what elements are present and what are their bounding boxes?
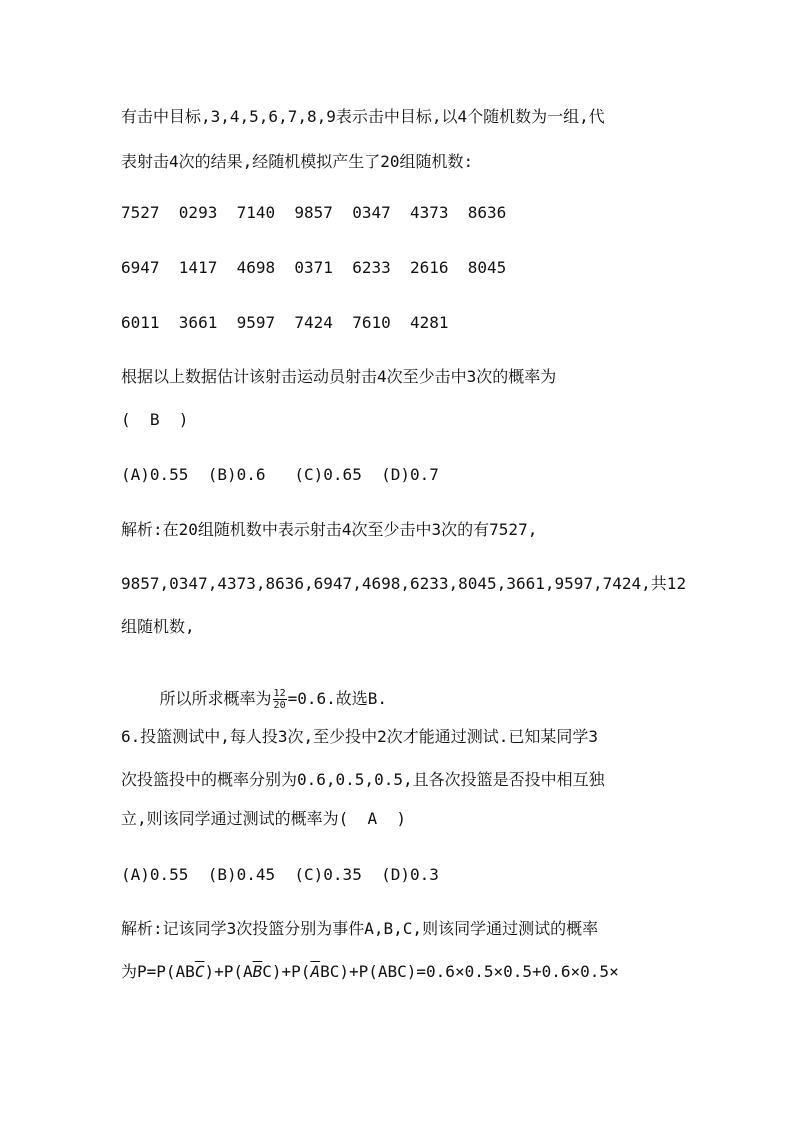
fraction [273, 688, 287, 711]
formula-part-3: C)+P( [262, 962, 311, 981]
solution-6-formula [121, 962, 619, 982]
solution-5-line-2: 9857,0347,4373,8636,6947,4698,6233,8045,3661,9597,7424,共12 [121, 574, 687, 593]
solution-6-line-1: 解析:记该同学3次投篮分别为事件A,B,C,则该同学通过测试的概率 [121, 919, 599, 938]
random-numbers-row-3: 6011 3661 9597 7424 7610 4281 [121, 313, 449, 332]
b-complement: $\overline{B}$ [252, 962, 263, 981]
fraction-numerator: 12 [273, 688, 286, 699]
c-complement: $\overline{C}$ [194, 962, 205, 981]
question-5-answer: ( B ) [121, 410, 189, 429]
solution-5-line-1: 解析:在20组随机数中表示射击4次至少击中3次的有7527, [121, 520, 538, 539]
text-line-1: 有击中目标,3,4,5,6,7,8,9表示击中目标,以4个随机数为一组,代 [121, 107, 605, 126]
question-6-line-3: 立,则该同学通过测试的概率为( A ) [121, 809, 407, 828]
solution-5-line-3: 组随机数, [121, 617, 195, 636]
question-5-stem: 根据以上数据估计该射击运动员射击4次至少击中3次的概率为 [121, 367, 557, 386]
question-5-options: (A)0.55 (B)0.6 (C)0.65 (D)0.7 [121, 465, 439, 484]
solution-5-conclusion [121, 668, 387, 731]
fraction-denominator: 20 [273, 700, 286, 711]
formula-part-2: )+P(A [204, 962, 253, 981]
conclusion-prefix: 所以所求概率为 [159, 689, 272, 708]
formula-part-4: BC)+P(ABC)=0.6×0.5×0.5+0.6×0.5× [320, 962, 619, 981]
question-6-options: (A)0.55 (B)0.45 (C)0.35 (D)0.3 [121, 865, 439, 884]
a-complement: $\overline{A}$ [310, 962, 321, 981]
text-line-2: 表射击4次的结果,经随机模拟产生了20组随机数: [121, 152, 474, 171]
question-6-line-1: 6.投篮测试中,每人投3次,至少投中2次才能通过测试.已知某同学3 [121, 727, 599, 746]
conclusion-suffix: =0.6.故选B. [287, 689, 388, 708]
random-numbers-row-2: 6947 1417 4698 0371 6233 2616 8045 [121, 258, 507, 277]
random-numbers-row-1: 7527 0293 7140 9857 0347 4373 8636 [121, 203, 507, 222]
question-6-line-2: 次投篮投中的概率分别为0.6,0.5,0.5,且各次投篮是否投中相互独 [121, 770, 605, 789]
formula-part-1: 为P=P(AB [121, 962, 195, 981]
